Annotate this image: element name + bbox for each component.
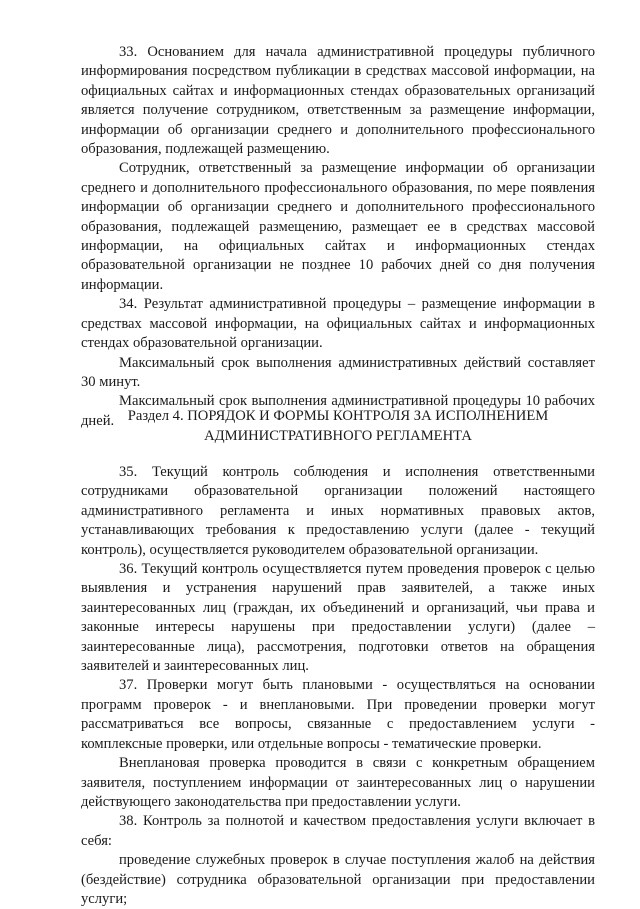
section-heading-line-1: Раздел 4. ПОРЯДОК И ФОРМЫ КОНТРОЛЯ ЗА ИСПОЛНЕНИЕМ — [127, 408, 549, 424]
paragraph-service-checks: проведение служебных проверок в случае поступления жалоб на действия (бездействие) сотрудника образовательной организации при предоставлении услуги; — [81, 852, 595, 907]
paragraph-max-time-procedure: Максимальный срок выполнения административной процедуры 10 рабочих дней. — [81, 393, 595, 429]
section-heading-line-2: АДМИНИСТРАТИВНОГО РЕГЛАМЕНТА — [204, 427, 472, 444]
paragraph-34: 34. Результат административной процедуры – размещение информации в средствах массовой информации, на официальных сайтах и информационных стендах образовательной организации. — [81, 296, 595, 352]
paragraph-38: 38. Контроль за полнотой и качеством предоставления услуги включает в себя: — [81, 813, 595, 849]
paragraph-35: 35. Текущий контроль соблюдения и исполнения ответственными сотрудниками образовательной организации положений настоящего административного регламента и иных нормативных правовых актов, устанавливающих требования к предоставлению услуги (далее - текущий контроль), осуществляется руководителем образовательной организации. — [81, 464, 595, 558]
section-3-text — [81, 43, 595, 431]
paragraph-unscheduled-check: Внеплановая проверка проводится в связи с конкретным обращением заявителя, поступлением информации от заинтересованных лиц о нарушении действующего законодательства при предоставлении услуги. — [81, 755, 595, 810]
paragraph-max-time-actions: Максимальный срок выполнения административных действий составляет 30 минут. — [81, 354, 595, 390]
paragraph-37: 37. Проверки могут быть плановыми - осуществляться на основании программ проверок - и внеплановыми. При проведении проверки могут рассматриваться все вопросы, связанные с предоставлением услуги - комплексные проверки, или отдельные вопросы - тематические проверки. — [81, 677, 595, 752]
paragraph-36: 36. Текущий контроль осуществляется путем проведения проверок с целью выявления и устранения нарушений прав заявителей, а также иных заинтересованных лиц (граждан, их объединений и организаций, чьи права и законные интересы нарушены при предоставлении услуги) (далее – заинтересованные лица), рассмотрения, подготовки ответов на обращения заявителей и заинтересованных лиц. — [81, 561, 595, 675]
paragraph-33: 33. Основанием для начала административной процедуры публичного информирования посредством публикации в средствах массовой информации, на официальных сайтах и информационных стендах образовательных организаций является получение сотрудником, ответственным за размещение информации, информации об организации среднего и дополнительного профессионального образования, подлежащей размещению. — [81, 44, 595, 158]
section-4-heading — [81, 407, 595, 446]
section-4-text — [81, 463, 595, 909]
paragraph-33-responsible: Сотрудник, ответственный за размещение информации об организации среднего и дополнительного профессионального образования, по мере появления информации об организации среднего и дополнительного профессионального образования, подлежащей размещению, размещает ее в средствах массовой информации, на официальных сайтах и информационных стендах образовательной организации не позднее 10 рабочих дней со дня получения информации. — [81, 160, 595, 293]
